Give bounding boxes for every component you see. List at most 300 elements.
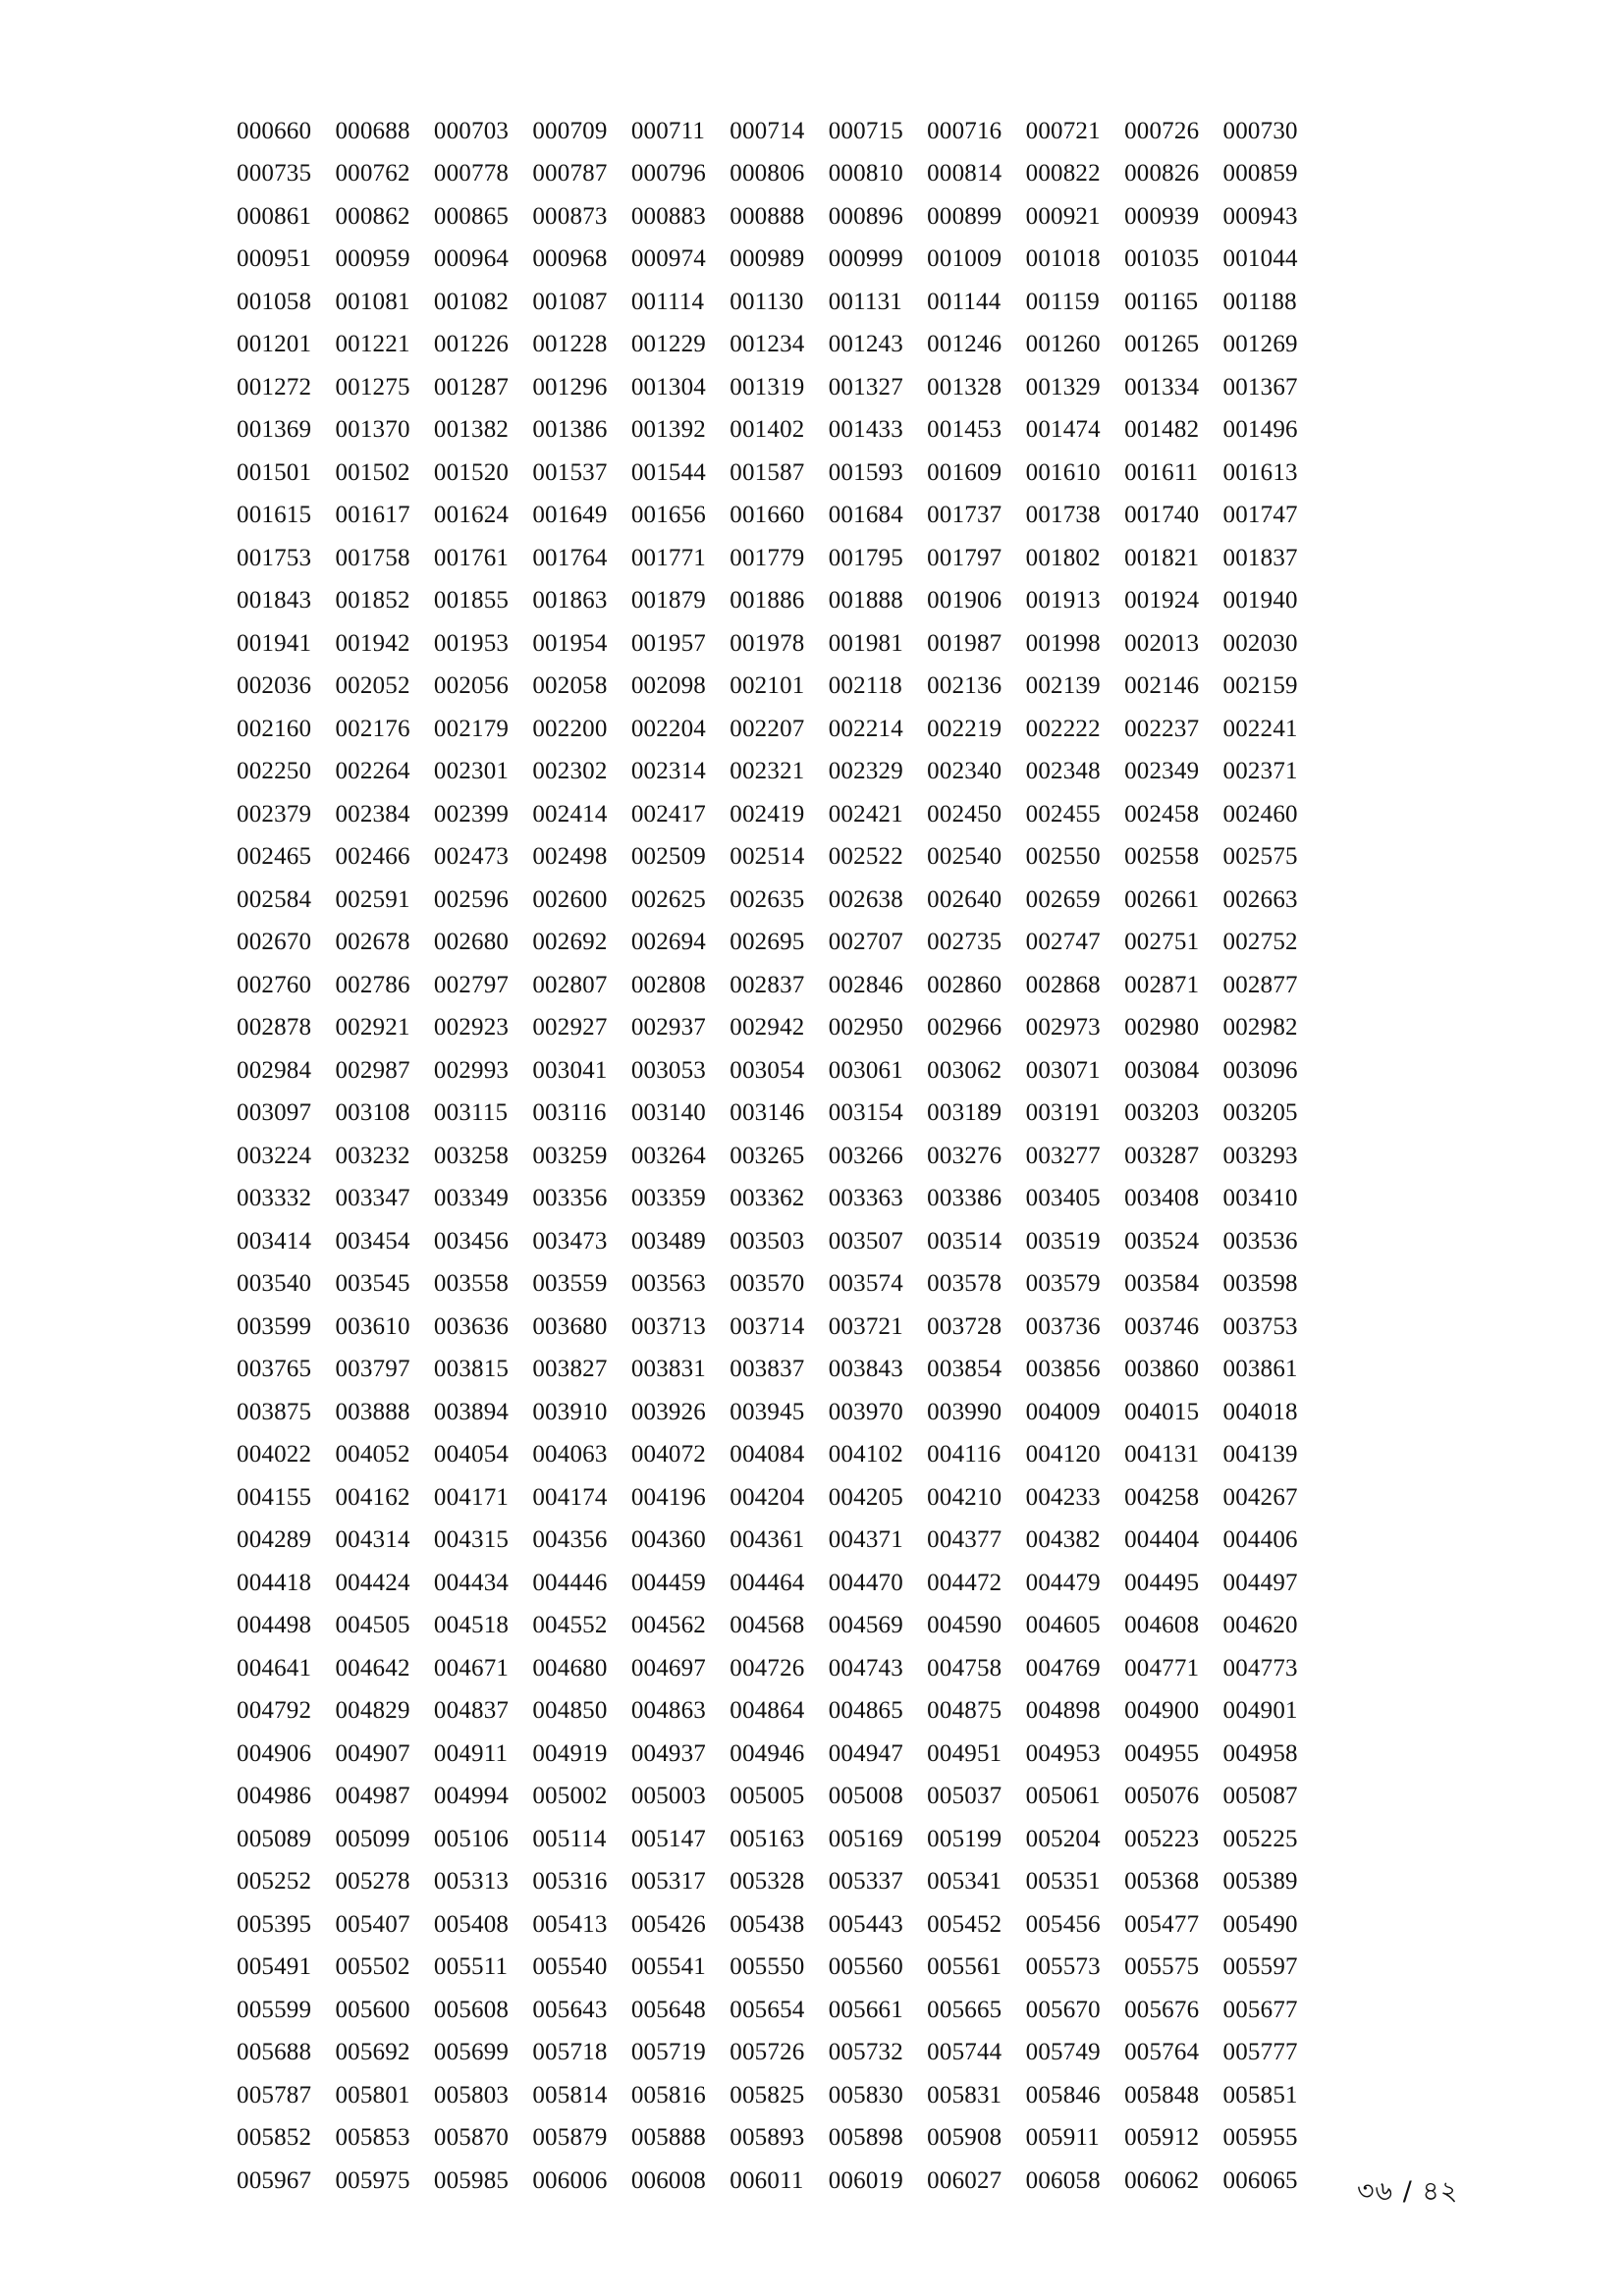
number-cell: 004009 xyxy=(1025,1398,1101,1425)
number-cell: 001987 xyxy=(927,629,1002,657)
number-cell: 002993 xyxy=(433,1056,510,1084)
number-cell: 001537 xyxy=(532,458,608,486)
number-cell: 004267 xyxy=(1222,1483,1298,1511)
number-cell: 003514 xyxy=(927,1227,1002,1255)
number-cell: 003574 xyxy=(828,1270,903,1298)
number-cell: 001624 xyxy=(433,502,510,529)
number-cell: 005830 xyxy=(828,2081,903,2109)
number-cell: 002860 xyxy=(927,971,1002,998)
number-cell: 003519 xyxy=(1025,1227,1101,1255)
number-row xyxy=(237,1391,1322,1434)
number-cell: 002846 xyxy=(828,971,903,998)
number-cell: 001954 xyxy=(532,629,608,657)
number-cell: 000861 xyxy=(237,202,312,230)
number-cell: 005550 xyxy=(730,1953,805,1981)
number-cell: 003875 xyxy=(237,1398,312,1425)
number-cell: 005985 xyxy=(433,2166,510,2194)
number-cell: 003408 xyxy=(1124,1185,1200,1212)
number-cell: 004472 xyxy=(927,1569,1002,1596)
number-cell: 004919 xyxy=(532,1739,608,1767)
number-cell: 000735 xyxy=(237,160,312,187)
number-cell: 001035 xyxy=(1124,245,1200,273)
number-row xyxy=(237,110,1322,153)
number-cell: 000873 xyxy=(532,202,608,230)
number-cell: 004958 xyxy=(1222,1739,1298,1767)
number-row xyxy=(237,622,1322,666)
number-cell: 004196 xyxy=(630,1483,707,1511)
number-cell: 003489 xyxy=(630,1227,707,1255)
number-cell: 003116 xyxy=(532,1099,607,1127)
number-cell: 001329 xyxy=(1025,373,1101,400)
number-cell: 001229 xyxy=(630,331,707,358)
number-cell: 001981 xyxy=(828,629,903,657)
number-cell: 000714 xyxy=(730,117,805,144)
number-cell: 005169 xyxy=(828,1825,903,1852)
number-cell: 002058 xyxy=(532,672,608,700)
number-cell: 001649 xyxy=(532,502,608,529)
number-row xyxy=(237,751,1322,794)
number-cell: 005608 xyxy=(433,1996,510,2023)
number-cell: 003990 xyxy=(927,1398,1002,1425)
number-row xyxy=(237,1647,1322,1690)
number-cell: 003203 xyxy=(1124,1099,1200,1127)
number-cell: 003277 xyxy=(1025,1142,1101,1169)
number-cell: 005147 xyxy=(630,1825,707,1852)
number-cell: 003053 xyxy=(630,1056,707,1084)
number-cell: 005106 xyxy=(433,1825,510,1852)
number-cell: 003287 xyxy=(1124,1142,1200,1169)
number-cell: 003563 xyxy=(630,1270,707,1298)
number-cell: 003579 xyxy=(1025,1270,1101,1298)
number-cell: 002680 xyxy=(433,929,510,956)
number-cell: 003054 xyxy=(730,1056,805,1084)
number-cell: 003636 xyxy=(433,1312,510,1340)
number-cell: 005676 xyxy=(1124,1996,1200,2023)
number-cell: 003332 xyxy=(237,1185,312,1212)
number-cell: 002982 xyxy=(1222,1014,1298,1041)
number-cell: 003854 xyxy=(927,1356,1002,1383)
number-cell: 005853 xyxy=(335,2124,410,2152)
number-cell: 002752 xyxy=(1222,929,1298,956)
number-cell: 003558 xyxy=(433,1270,510,1298)
number-cell: 005204 xyxy=(1025,1825,1101,1852)
number-cell: 002450 xyxy=(927,800,1002,828)
number-cell: 004680 xyxy=(532,1654,608,1682)
number-cell: 004937 xyxy=(630,1739,707,1767)
number-cell: 001392 xyxy=(630,416,707,444)
number-cell: 005452 xyxy=(927,1910,1002,1938)
number-cell: 000814 xyxy=(927,160,1002,187)
number-cell: 005005 xyxy=(730,1783,805,1810)
number-cell: 005911 xyxy=(1025,2124,1100,2152)
number-cell: 002204 xyxy=(630,715,707,742)
number-cell: 005099 xyxy=(335,1825,410,1852)
number-cell: 003414 xyxy=(237,1227,312,1255)
number-row xyxy=(237,1135,1322,1178)
number-cell: 000796 xyxy=(630,160,707,187)
number-cell: 002640 xyxy=(927,885,1002,913)
number-row xyxy=(237,1306,1322,1349)
number-cell: 001044 xyxy=(1222,245,1298,273)
number-cell: 001879 xyxy=(630,587,707,614)
number-cell: 001287 xyxy=(433,373,510,400)
number-cell: 002013 xyxy=(1124,629,1200,657)
number-cell: 002139 xyxy=(1025,672,1101,700)
number-cell: 004356 xyxy=(532,1526,608,1554)
number-cell: 002176 xyxy=(335,715,410,742)
number-cell: 003224 xyxy=(237,1142,312,1169)
number-cell: 004464 xyxy=(730,1569,805,1596)
number-cell: 005368 xyxy=(1124,1868,1200,1896)
number-cell: 001296 xyxy=(532,373,608,400)
number-cell: 002747 xyxy=(1025,929,1101,956)
number-cell: 001246 xyxy=(927,331,1002,358)
number-cell: 005313 xyxy=(433,1868,510,1896)
number-cell: 003115 xyxy=(433,1099,509,1127)
number-cell: 000703 xyxy=(433,117,510,144)
number-cell: 004769 xyxy=(1025,1654,1101,1682)
number-cell: 002808 xyxy=(630,971,707,998)
number-cell: 004406 xyxy=(1222,1526,1298,1554)
number-cell: 000826 xyxy=(1124,160,1200,187)
number-cell: 002921 xyxy=(335,1014,410,1041)
number-cell: 005648 xyxy=(630,1996,707,2023)
number-row xyxy=(237,1733,1322,1776)
number-cell: 005692 xyxy=(335,2039,410,2066)
number-cell: 003524 xyxy=(1124,1227,1200,1255)
number-cell: 003570 xyxy=(730,1270,805,1298)
number-cell: 002692 xyxy=(532,929,608,956)
number-cell: 001795 xyxy=(828,544,903,571)
number-cell: 002596 xyxy=(433,885,510,913)
number-cell: 005341 xyxy=(927,1868,1002,1896)
number-cell: 001081 xyxy=(335,288,410,315)
number-cell: 005597 xyxy=(1222,1953,1298,1981)
number-cell: 001611 xyxy=(1124,458,1199,486)
number-cell: 002837 xyxy=(730,971,805,998)
number-cell: 004605 xyxy=(1025,1612,1101,1639)
number-cell: 002635 xyxy=(730,885,805,913)
number-row xyxy=(237,2160,1322,2203)
number-cell: 003837 xyxy=(730,1356,805,1383)
number-cell: 005825 xyxy=(730,2081,805,2109)
number-cell: 005575 xyxy=(1124,1953,1200,1981)
number-cell: 003084 xyxy=(1124,1056,1200,1084)
number-cell: 000939 xyxy=(1124,202,1200,230)
number-cell: 004371 xyxy=(828,1526,903,1554)
number-cell: 002419 xyxy=(730,800,805,828)
number-cell: 001587 xyxy=(730,458,805,486)
number-cell: 004404 xyxy=(1124,1526,1200,1554)
number-cell: 000899 xyxy=(927,202,1002,230)
number-cell: 002973 xyxy=(1025,1014,1101,1041)
number-cell: 003189 xyxy=(927,1099,1002,1127)
number-row xyxy=(237,409,1322,453)
number-cell: 004210 xyxy=(927,1483,1002,1511)
number-row xyxy=(237,1093,1322,1136)
number-cell: 001617 xyxy=(335,502,410,529)
number-cell: 001144 xyxy=(927,288,1001,315)
number-cell: 001761 xyxy=(433,544,510,571)
number-cell: 000989 xyxy=(730,245,805,273)
number-cell: 003347 xyxy=(335,1185,410,1212)
number-cell: 005408 xyxy=(433,1910,510,1938)
number-cell: 001269 xyxy=(1222,331,1298,358)
number-row xyxy=(237,1818,1322,1861)
number-cell: 004758 xyxy=(927,1654,1002,1682)
number-cell: 003146 xyxy=(730,1099,805,1127)
number-cell: 004361 xyxy=(730,1526,805,1554)
number-cell: 004505 xyxy=(335,1612,410,1639)
number-cell: 002414 xyxy=(532,800,608,828)
number-cell: 002540 xyxy=(927,843,1002,871)
number-cell: 000968 xyxy=(532,245,608,273)
number-row xyxy=(237,1690,1322,1734)
number-cell: 004205 xyxy=(828,1483,903,1511)
number-cell: 003598 xyxy=(1222,1270,1298,1298)
number-cell: 005573 xyxy=(1025,1953,1101,1981)
number-cell: 005541 xyxy=(630,1953,707,1981)
number-cell: 001660 xyxy=(730,502,805,529)
number-cell: 001613 xyxy=(1222,458,1298,486)
number-cell: 002314 xyxy=(630,758,707,785)
number-cell: 005511 xyxy=(433,1953,509,1981)
number-cell: 005477 xyxy=(1124,1910,1200,1938)
number-cell: 003843 xyxy=(828,1356,903,1383)
number-row xyxy=(237,1349,1322,1392)
number-cell: 002301 xyxy=(433,758,510,785)
number-cell: 003861 xyxy=(1222,1356,1298,1383)
number-cell: 002465 xyxy=(237,843,312,871)
number-cell: 005037 xyxy=(927,1783,1002,1810)
number-cell: 000730 xyxy=(1222,117,1298,144)
number-cell: 004697 xyxy=(630,1654,707,1682)
number-row xyxy=(237,708,1322,751)
number-cell: 001941 xyxy=(237,629,312,657)
number-cell: 004947 xyxy=(828,1739,903,1767)
number-cell: 001402 xyxy=(730,416,805,444)
number-cell: 003266 xyxy=(828,1142,903,1169)
number-cell: 001771 xyxy=(630,544,707,571)
number-cell: 004497 xyxy=(1222,1569,1298,1596)
number-cell: 004424 xyxy=(335,1569,410,1596)
number-cell: 004743 xyxy=(828,1654,903,1682)
number-cell: 002098 xyxy=(630,672,707,700)
number-cell: 001758 xyxy=(335,544,410,571)
number-cell: 001684 xyxy=(828,502,903,529)
number-cell: 005831 xyxy=(927,2081,1002,2109)
number-cell: 005719 xyxy=(630,2039,707,2066)
number-cell: 004773 xyxy=(1222,1654,1298,1682)
number-row xyxy=(237,1989,1322,2032)
number-cell: 005540 xyxy=(532,1953,608,1981)
number-cell: 001304 xyxy=(630,373,707,400)
number-cell: 004641 xyxy=(237,1654,312,1682)
number-cell: 002575 xyxy=(1222,843,1298,871)
number-cell: 001924 xyxy=(1124,587,1200,614)
number-cell: 005888 xyxy=(630,2124,707,2152)
number-cell: 000859 xyxy=(1222,160,1298,187)
number-cell: 002670 xyxy=(237,929,312,956)
number-row xyxy=(237,324,1322,367)
number-cell: 004102 xyxy=(828,1441,903,1468)
number-cell: 000660 xyxy=(237,117,312,144)
number-row xyxy=(237,195,1322,239)
number-cell: 003359 xyxy=(630,1185,707,1212)
number-cell: 004171 xyxy=(433,1483,510,1511)
number-cell: 002237 xyxy=(1124,715,1200,742)
number-cell: 006019 xyxy=(828,2166,903,2194)
number-cell: 001201 xyxy=(237,331,312,358)
number-cell: 004875 xyxy=(927,1697,1002,1725)
number-cell: 001863 xyxy=(532,587,608,614)
number-cell: 000721 xyxy=(1025,117,1101,144)
number-cell: 000822 xyxy=(1025,160,1101,187)
number-cell: 004898 xyxy=(1025,1697,1101,1725)
number-cell: 001433 xyxy=(828,416,903,444)
number-cell: 002760 xyxy=(237,971,312,998)
number-cell: 001747 xyxy=(1222,502,1298,529)
number-cell: 001753 xyxy=(237,544,312,571)
number-cell: 002786 xyxy=(335,971,410,998)
number-cell: 004174 xyxy=(532,1483,608,1511)
number-cell: 005893 xyxy=(730,2124,805,2152)
number-cell: 001131 xyxy=(828,288,902,315)
number-row xyxy=(237,922,1322,965)
number-cell: 003545 xyxy=(335,1270,410,1298)
number-cell: 001367 xyxy=(1222,373,1298,400)
number-cell: 002678 xyxy=(335,929,410,956)
number-cell: 005278 xyxy=(335,1868,410,1896)
number-cell: 005661 xyxy=(828,1996,903,2023)
number-row xyxy=(237,2117,1322,2161)
number-cell: 002036 xyxy=(237,672,312,700)
number-cell: 002417 xyxy=(630,800,707,828)
number-cell: 001165 xyxy=(1124,288,1199,315)
number-cell: 004955 xyxy=(1124,1739,1200,1767)
number-cell: 005803 xyxy=(433,2081,510,2109)
number-cell: 002101 xyxy=(730,672,805,700)
number-cell: 000715 xyxy=(828,117,903,144)
number-cell: 001953 xyxy=(433,629,510,657)
number-cell: 005076 xyxy=(1124,1783,1200,1810)
number-cell: 005967 xyxy=(237,2166,312,2194)
number-cell: 005089 xyxy=(237,1825,312,1852)
number-cell: 003264 xyxy=(630,1142,707,1169)
number-cell: 003831 xyxy=(630,1356,707,1383)
number-cell: 000896 xyxy=(828,202,903,230)
number-cell: 004994 xyxy=(433,1783,510,1810)
number-cell: 005560 xyxy=(828,1953,903,1981)
number-cell: 002348 xyxy=(1025,758,1101,785)
number-cell: 004850 xyxy=(532,1697,608,1725)
number-cell: 002638 xyxy=(828,885,903,913)
number-cell: 003473 xyxy=(532,1227,608,1255)
number-cell: 001779 xyxy=(730,544,805,571)
number-cell: 002455 xyxy=(1025,800,1101,828)
number-cell: 002056 xyxy=(433,672,510,700)
number-cell: 004863 xyxy=(630,1697,707,1725)
number-cell: 005787 xyxy=(237,2081,312,2109)
number-cell: 001369 xyxy=(237,416,312,444)
number-cell: 003259 xyxy=(532,1142,608,1169)
number-cell: 002329 xyxy=(828,758,903,785)
number-cell: 002966 xyxy=(927,1014,1002,1041)
number-cell: 002661 xyxy=(1124,885,1200,913)
number-cell: 004987 xyxy=(335,1783,410,1810)
number-cell: 001615 xyxy=(237,502,312,529)
number-cell: 002421 xyxy=(828,800,903,828)
number-cell: 003386 xyxy=(927,1185,1002,1212)
number-cell: 003232 xyxy=(335,1142,410,1169)
number-cell: 001018 xyxy=(1025,245,1101,273)
number-cell: 002735 xyxy=(927,929,1002,956)
number-row xyxy=(237,1520,1322,1563)
number-cell: 000762 xyxy=(335,160,410,187)
number-cell: 006062 xyxy=(1124,2166,1200,2194)
number-cell: 005912 xyxy=(1124,2124,1200,2152)
number-cell: 000726 xyxy=(1124,117,1200,144)
number-row xyxy=(237,452,1322,495)
number-cell: 005491 xyxy=(237,1953,312,1981)
number-cell: 004608 xyxy=(1124,1612,1200,1639)
number-cell: 002207 xyxy=(730,715,805,742)
number-cell: 002522 xyxy=(828,843,903,871)
number-cell: 000806 xyxy=(730,160,805,187)
number-cell: 002250 xyxy=(237,758,312,785)
number-cell: 001906 xyxy=(927,587,1002,614)
number-cell: 005061 xyxy=(1025,1783,1101,1810)
number-cell: 002052 xyxy=(335,672,410,700)
number-cell: 003154 xyxy=(828,1099,903,1127)
number-cell: 004470 xyxy=(828,1569,903,1596)
number-cell: 003713 xyxy=(630,1312,707,1340)
number-cell: 000778 xyxy=(433,160,510,187)
number-cell: 000943 xyxy=(1222,202,1298,230)
number-cell: 002214 xyxy=(828,715,903,742)
number-cell: 001520 xyxy=(433,458,510,486)
number-row xyxy=(237,153,1322,196)
number-cell: 001764 xyxy=(532,544,608,571)
number-cell: 005395 xyxy=(237,1910,312,1938)
number-cell: 003276 xyxy=(927,1142,1002,1169)
number-cell: 004382 xyxy=(1025,1526,1101,1554)
number-cell: 000959 xyxy=(335,245,410,273)
number-cell: 004986 xyxy=(237,1783,312,1810)
number-cell: 003258 xyxy=(433,1142,510,1169)
number-cell: 004726 xyxy=(730,1654,805,1682)
number-cell: 001913 xyxy=(1025,587,1101,614)
number-cell: 004131 xyxy=(1124,1441,1200,1468)
number-cell: 002797 xyxy=(433,971,510,998)
number-cell: 002707 xyxy=(828,929,903,956)
number-cell: 005777 xyxy=(1222,2039,1298,2066)
number-cell: 002987 xyxy=(335,1056,410,1084)
number-cell: 003293 xyxy=(1222,1142,1298,1169)
number-cell: 003071 xyxy=(1025,1056,1101,1084)
number-cell: 004434 xyxy=(433,1569,510,1596)
number-cell: 005316 xyxy=(532,1868,608,1896)
number-cell: 001797 xyxy=(927,544,1002,571)
number-cell: 000921 xyxy=(1025,202,1101,230)
number-cell: 002460 xyxy=(1222,800,1298,828)
number-cell: 003041 xyxy=(532,1056,608,1084)
number-cell: 005643 xyxy=(532,1996,608,2023)
number-cell: 005438 xyxy=(730,1910,805,1938)
number-row xyxy=(237,1605,1322,1648)
number-cell: 001998 xyxy=(1025,629,1101,657)
number-cell: 004120 xyxy=(1025,1441,1101,1468)
